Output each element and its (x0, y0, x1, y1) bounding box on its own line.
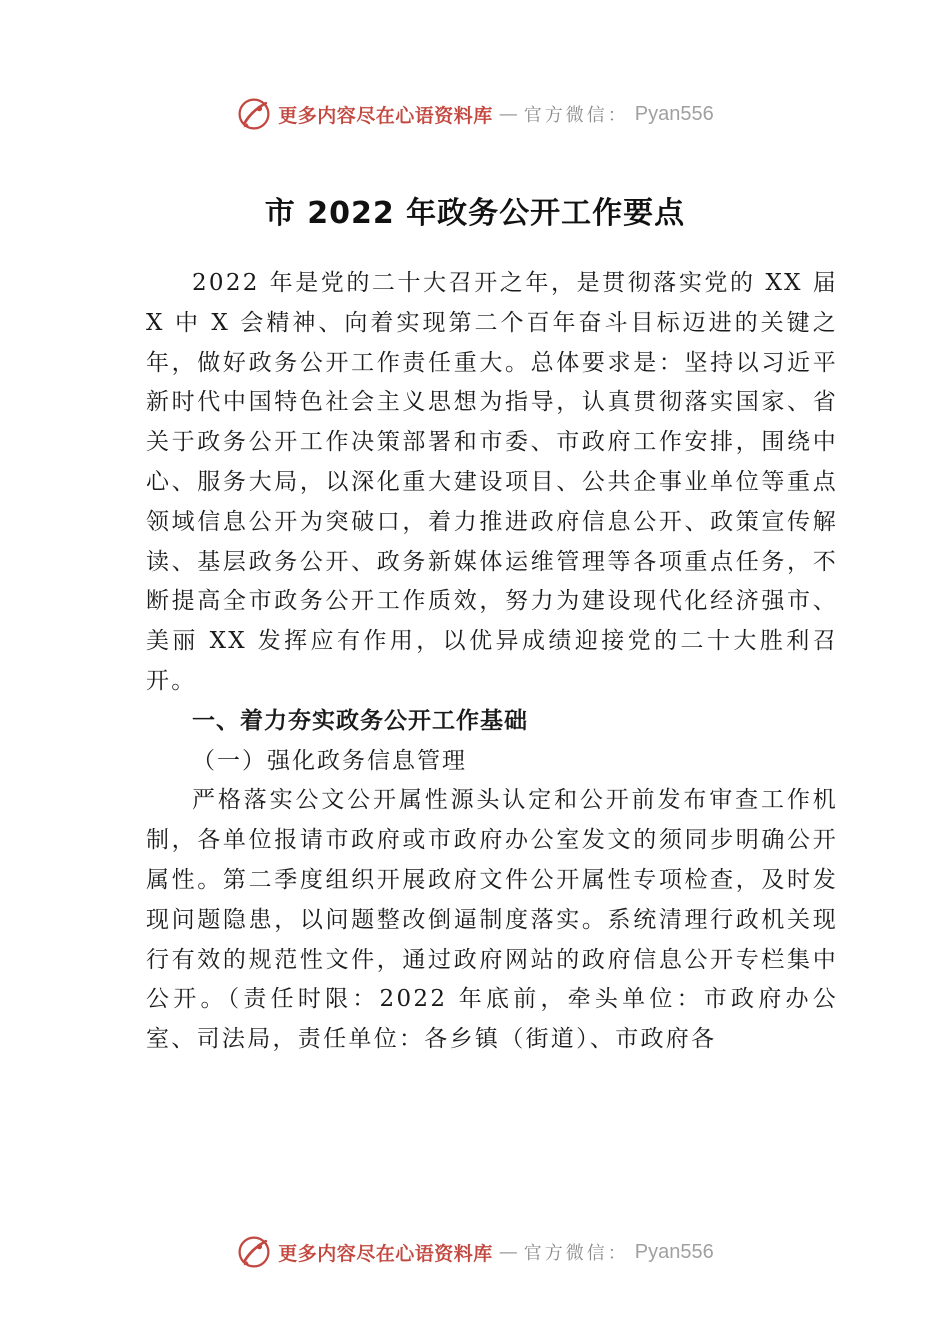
document-body (146, 264, 838, 1060)
brush-logo-icon (236, 1234, 272, 1270)
header-banner (0, 94, 950, 134)
banner-text: 更多内容尽在心语资料库 (278, 1242, 493, 1265)
banner-dash: — (498, 103, 518, 125)
banner-dash: — (498, 1241, 518, 1263)
banner-wechat-id: Pyan556 (634, 1240, 714, 1263)
document-title: 市 2022 年政务公开工作要点 (264, 196, 686, 231)
footer-banner (0, 1232, 950, 1272)
banner-wechat-id: Pyan556 (634, 102, 714, 125)
brush-logo-icon (236, 96, 272, 132)
subsection-paragraph: 严格落实公文公开属性源头认定和公开前发布审查工作机制，各单位报请市政府或市政府办公室发文的须同步明确公开属性。第二季度组织开展政府文件公开属性专项检查，及时发现问题隐患，以问题整改倒逼制度落实。系统清理行政机关现行有效的规范性文件，通过政府网站的政府信息公开专栏集中公开。（责任时限：2022 年底前，牵头单位：市政府办公室、司法局，责任单位：各乡镇（街道）、市政府各 (146, 787, 838, 1053)
subsection-heading: （一）强化政务信息管理 (192, 747, 467, 774)
banner-wechat-label: 官方微信： (523, 1243, 629, 1264)
banner-text: 更多内容尽在心语资料库 (278, 104, 493, 127)
section-heading: 一、着力夯实政务公开工作基础 (192, 707, 528, 734)
banner-wechat-label: 官方微信： (523, 105, 629, 126)
intro-paragraph: 2022 年是党的二十大召开之年，是贯彻落实党的 XX 届 X 中 X 会精神、向着实现第二个百年奋斗目标迈进的关键之年，做好政务公开工作责任重大。总体要求是：坚持以习近平新时代中国特色社会主义思想为指导，认真贯彻落实国家、省关于政务公开工作决策部署和市委、市政府工作安排，围绕中心、服务大局，以深化重大建设项目、公共企事业单位等重点领域信息公开为突破口，着力推进政府信息公开、政策宣传解读、基层政务公开、政务新媒体运维管理等各项重点任务，不断提高全市政务公开工作质效，努力为建设现代化经济强市、美丽 XX 发挥应有作用，以优异成绩迎接党的二十大胜利召开。 (146, 270, 838, 694)
